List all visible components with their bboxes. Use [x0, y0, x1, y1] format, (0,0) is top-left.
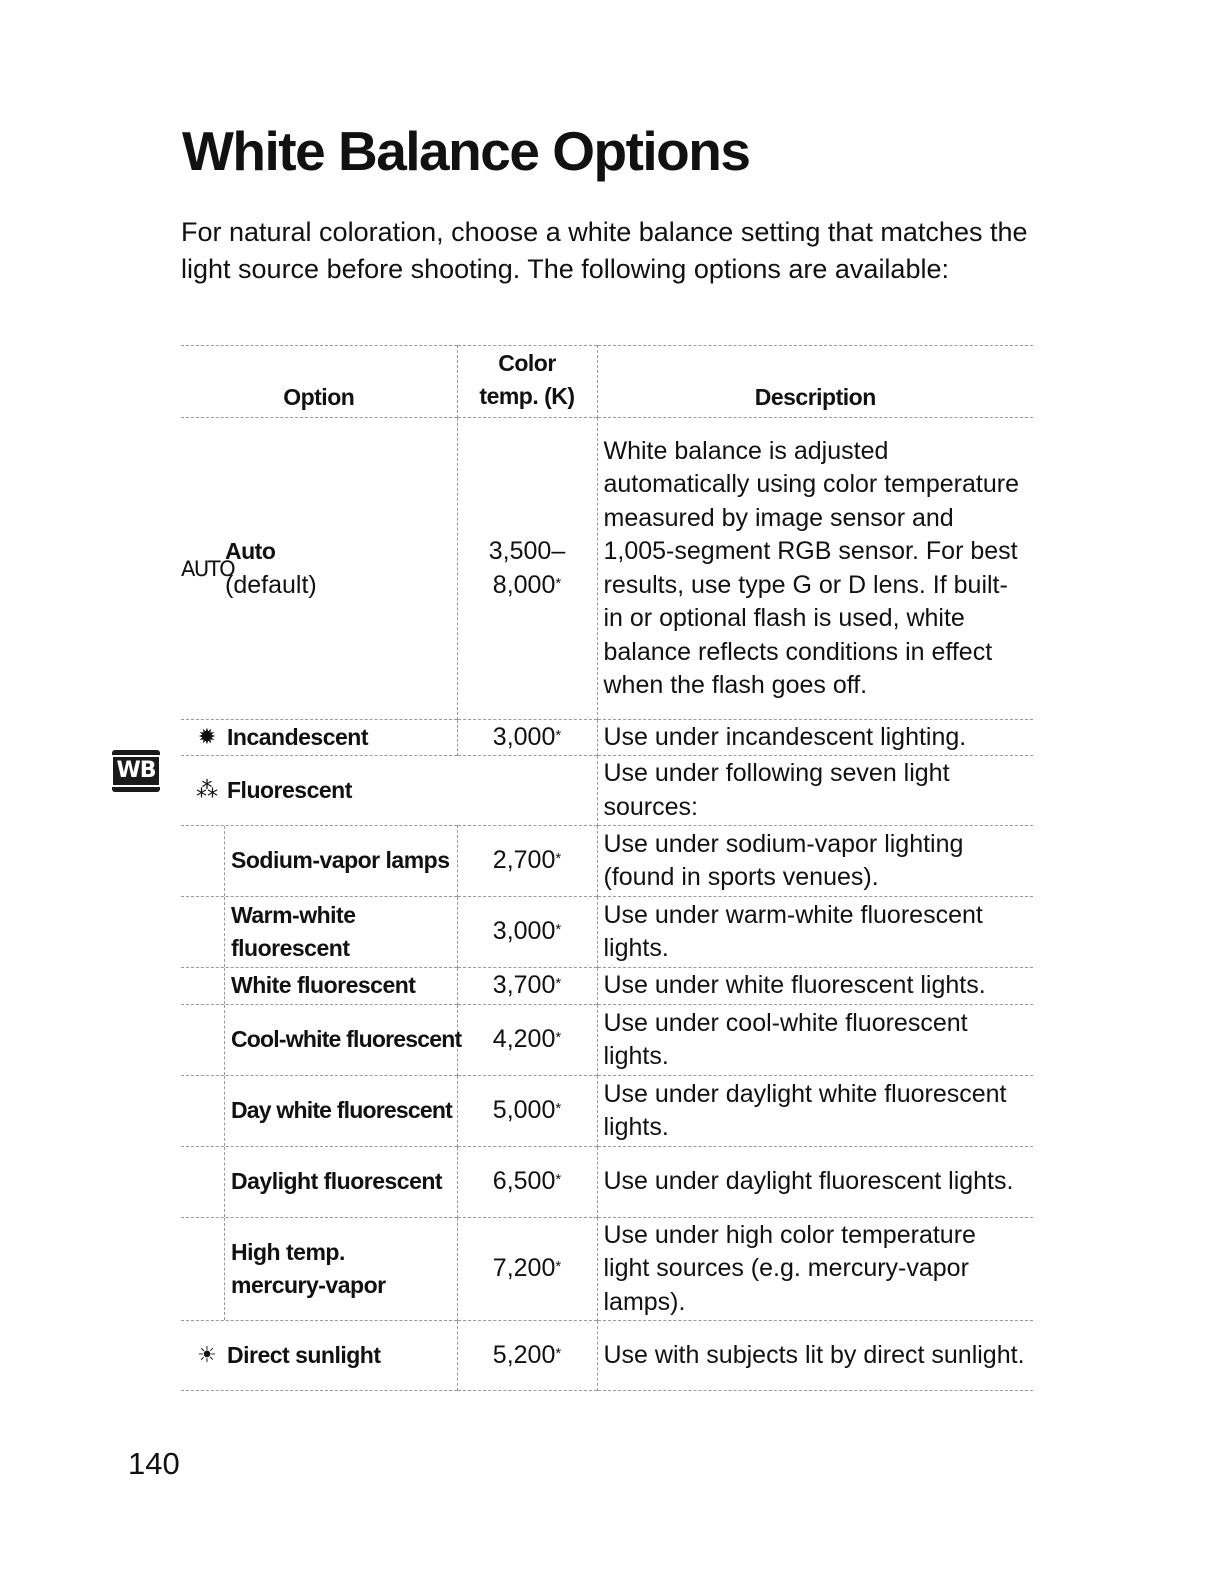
- description-cell: Use under following seven light sources:: [597, 756, 1033, 826]
- option-name: Auto: [225, 538, 276, 564]
- table-row: [181, 720, 1033, 756]
- description-cell: Use with subjects lit by direct sunlight.: [603, 1340, 1025, 1369]
- sun-icon: ☀: [197, 1343, 217, 1368]
- table-row: [181, 1218, 1033, 1321]
- option-cell: [181, 968, 457, 1005]
- header-color-temp-label: Color temp. (K): [479, 350, 575, 409]
- table-row: [181, 826, 1033, 897]
- option-cell: [181, 720, 457, 756]
- description-cell: Use under daylight white fluorescent lights.: [603, 1079, 1007, 1141]
- color-temp-value: 3,000*: [492, 917, 562, 946]
- table-row: [181, 1005, 1033, 1076]
- option-sub: (default): [225, 570, 317, 599]
- table-row: [181, 897, 1033, 968]
- color-temp-cell: [457, 1321, 597, 1391]
- auto-icon: AUTO: [181, 556, 235, 581]
- option-name: High temp. mercury-vapor: [231, 1238, 386, 1298]
- option-name: Warm-white fluorescent: [231, 901, 356, 961]
- description-cell: Use under warm-white fluorescent lights.: [603, 900, 983, 962]
- option-cell: [181, 1218, 457, 1321]
- table-row: [181, 756, 1033, 826]
- color-temp-value: 7,200*: [492, 1254, 562, 1283]
- option-cell: [181, 756, 597, 826]
- page-number: 140: [128, 1446, 180, 1481]
- table-row: [181, 968, 1033, 1005]
- option-cell: [181, 826, 457, 897]
- color-temp-value: 3,700*: [492, 971, 562, 1000]
- option-cell: [181, 1076, 457, 1147]
- color-temp-cell: [457, 897, 597, 968]
- header-description: Description: [754, 384, 876, 410]
- option-name: Fluorescent: [227, 776, 352, 803]
- table-header-row: [181, 346, 1033, 418]
- option-name: Incandescent: [227, 723, 368, 750]
- page-title: White Balance Options: [182, 120, 750, 182]
- color-temp-cell: [457, 418, 597, 720]
- color-temp-value: 3,000*: [492, 722, 562, 751]
- color-temp-cell: [457, 826, 597, 897]
- description-cell: White balance is adjusted automatically using color temperature measured by image sensor and 1,005-segment RGB sensor. For best results, use type G or D lens. If built-in or optional flash is used, white balance reflects conditions in effect when the flash goes off.: [603, 436, 1019, 699]
- option-cell: [181, 1321, 457, 1391]
- header-color-temp: [457, 346, 597, 418]
- wb-section-label: WB: [111, 755, 160, 787]
- color-temp-value: 4,200*: [492, 1025, 562, 1054]
- option-name: Sodium-vapor lamps: [231, 847, 450, 874]
- option-name: Cool-white fluorescent: [231, 1026, 462, 1053]
- white-balance-table: [181, 345, 1033, 1391]
- description-cell: Use under cool-white fluorescent lights.: [603, 1008, 968, 1070]
- description-cell: Use under sodium-vapor lighting (found in sports venues).: [603, 829, 964, 891]
- intro-paragraph: For natural coloration, choose a white balance setting that matches the light source before shooting. The following options are available:: [181, 217, 1028, 284]
- color-temp-cell: [457, 968, 597, 1005]
- wb-section-tab: [112, 750, 160, 792]
- description-cell: Use under white fluorescent lights.: [603, 971, 986, 1000]
- color-temp-cell: [457, 720, 597, 756]
- header-option: Option: [283, 384, 355, 410]
- fluorescent-tube-icon: ⁂: [196, 778, 218, 803]
- option-cell: [181, 418, 457, 720]
- color-temp-cell: [457, 1218, 597, 1321]
- table-row: [181, 418, 1033, 720]
- color-temp-value: 5,200*: [492, 1340, 562, 1369]
- option-name: Daylight fluorescent: [231, 1168, 443, 1195]
- description-cell: Use under daylight fluorescent lights.: [603, 1167, 1014, 1196]
- description-cell: Use under incandescent lighting.: [603, 722, 967, 751]
- table-row: [181, 1076, 1033, 1147]
- option-name: Direct sunlight: [227, 1341, 381, 1368]
- table-row: [181, 1147, 1033, 1218]
- table-row: [181, 1321, 1033, 1391]
- color-temp-value: 2,700*: [492, 846, 562, 875]
- option-name: Day white fluorescent: [231, 1097, 452, 1124]
- description-cell: Use under high color temperature light sources (e.g. mercury-vapor lamps).: [603, 1220, 976, 1316]
- option-cell: [181, 1005, 462, 1076]
- color-temp-cell: [457, 1147, 597, 1218]
- option-name: White fluorescent: [231, 972, 416, 999]
- color-temp-cell: [457, 1005, 597, 1076]
- color-temp-value: 6,500*: [492, 1167, 562, 1196]
- option-cell: [181, 897, 457, 968]
- color-temp-value: 3,500– 8,000*: [488, 537, 566, 599]
- option-cell: [181, 1147, 457, 1218]
- color-temp-value: 5,000*: [492, 1096, 562, 1125]
- color-temp-cell: [457, 1076, 597, 1147]
- incandescent-bulb-icon: ✹: [197, 725, 217, 750]
